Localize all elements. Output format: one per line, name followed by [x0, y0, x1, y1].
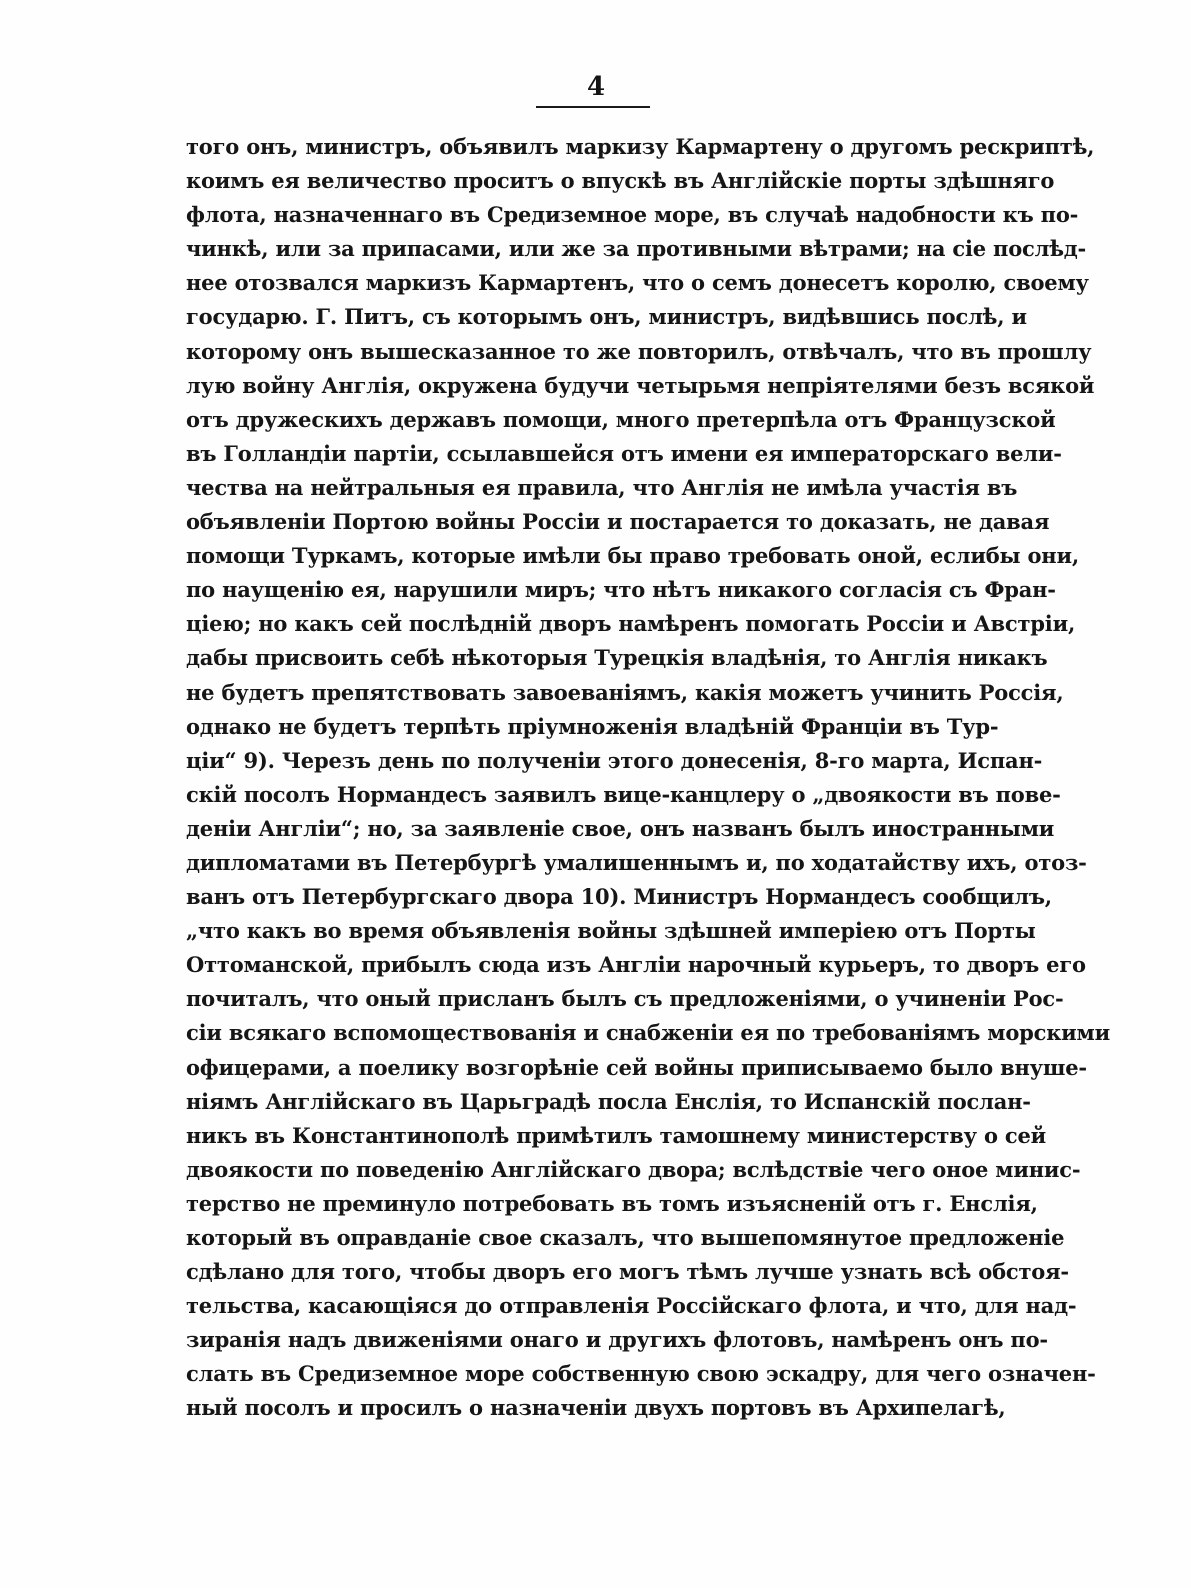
body-text — [186, 130, 1110, 1426]
text-line: никъ въ Константинополѣ примѣтилъ тамошнему министерству о сей — [186, 1122, 1047, 1148]
text-line: офицерами, а поелику возгорѣніе сей войны приписываемо было внуше- — [186, 1054, 1087, 1080]
text-line: ціею; но какъ сей послѣдній дворъ намѣренъ помогать Россіи и Австріи, — [186, 611, 1076, 637]
text-line: чества на нейтральныя ея правила, что Англія не имѣла участія въ — [186, 474, 1018, 500]
text-line: отъ дружескихъ державъ помощи, много претерпѣла отъ Французской — [186, 406, 1056, 432]
text-line: двоякости по поведенію Англійскаго двора; вслѣдствіе чего оное минис- — [186, 1156, 1081, 1182]
text-line: терство не преминуло потребовать въ томъ изъясненій отъ г. Енслія, — [186, 1190, 1038, 1216]
text-line: въ Голландіи партіи, ссылавшейся отъ имени ея императорскаго вели- — [186, 440, 1062, 466]
text-line: флота, назначеннаго въ Средиземное море, въ случаѣ надобности къ по- — [186, 202, 1079, 228]
text-line: ванъ отъ Петербургскаго двора 10). Министръ Нормандесъ сообщилъ, — [186, 884, 1052, 910]
text-line: „что какъ во время объявленія войны здѣшней имперіею отъ Порты — [186, 918, 1036, 944]
header-rule — [536, 106, 650, 108]
page-number: 4 — [586, 72, 606, 102]
text-line: которому онъ вышесказанное то же повторилъ, отвѣчалъ, что въ прошлу — [186, 338, 1092, 364]
text-line: слать въ Средиземное море собственную свою эскадру, для чего означен- — [186, 1361, 1096, 1387]
text-line: коимъ ея величество проситъ о впускѣ въ Англійскіе порты здѣшняго — [186, 168, 1055, 194]
text-line: объявленіи Портою войны Россіи и постарается то доказать, не давая — [186, 509, 1050, 535]
text-line: который въ оправданіе свое сказалъ, что вышепомянутое предложеніе — [186, 1225, 1065, 1250]
text-line: нее отозвался маркизъ Кармартенъ, что о семъ донесетъ королю, своему — [186, 270, 1089, 296]
text-line: дабы присвоить себѣ нѣкоторыя Турецкія владѣнія, то Англія никакъ — [186, 645, 1048, 671]
text-line: однако не будетъ терпѣть пріумноженія владѣній Франціи въ Тур- — [186, 713, 999, 739]
text-line: государю. Г. Питъ, съ которымъ онъ, министръ, видѣвшись послѣ, и — [186, 304, 1027, 330]
text-line: Оттоманской, прибылъ сюда изъ Англіи нарочный курьеръ, то дворъ его — [186, 952, 1086, 978]
text-line: не будетъ препятствовать завоеваніямъ, какія можетъ учинить Россія, — [186, 679, 1064, 705]
text-line: зиранія надъ движеніями онаго и другихъ флотовъ, намѣренъ онъ по- — [186, 1327, 1048, 1353]
text-line: чинкѣ, или за припасами, или же за противными вѣтрами; на сіе послѣд- — [186, 236, 1087, 262]
text-line: ціи“ 9). Черезъ день по полученіи этого донесенія, 8-го марта, Испан- — [186, 747, 1043, 773]
text-line: почиталъ, что оный присланъ былъ съ предложеніями, о учиненіи Рос- — [186, 986, 1064, 1012]
text-line: помощи Туркамъ, которые имѣли бы право требовать оной, еслибы они, — [186, 543, 1079, 569]
text-line: сіи всякаго вспомоществованія и снабженіи ея по требованіямъ морскими — [186, 1020, 1110, 1046]
text-line: сдѣлано для того, чтобы дворъ его могъ тѣмъ лучше узнать всѣ обстоя- — [186, 1259, 1069, 1285]
text-line: по наущенію ея, нарушили миръ; что нѣтъ никакого согласія съ Фран- — [186, 577, 1056, 603]
text-line: ніямъ Англійскаго въ Царьградѣ посла Енслія, то Испанскій послан- — [186, 1088, 1031, 1114]
text-line: деніи Англіи“; но, за заявленіе свое, онъ названъ былъ иностранными — [186, 815, 1055, 841]
text-line: лую войну Англія, окружена будучи четырьмя непріятелями безъ всякой — [186, 372, 1095, 398]
text-line: ный посолъ и просилъ о назначеніи двухъ портовъ въ Архипелагѣ, — [186, 1395, 1006, 1421]
text-line: тельства, касающіяся до отправленія Россійскаго флота, и что, для над- — [186, 1293, 1077, 1319]
text-line: скій посолъ Нормандесъ заявилъ вице-канцлеру о „двоякости въ пове- — [186, 781, 1061, 807]
text-line: дипломатами въ Петербургѣ умалишеннымъ и, по ходатайству ихъ, отоз- — [186, 849, 1087, 875]
text-line: того онъ, министръ, объявилъ маркизу Кармартену о другомъ рескриптѣ, — [186, 134, 1095, 159]
